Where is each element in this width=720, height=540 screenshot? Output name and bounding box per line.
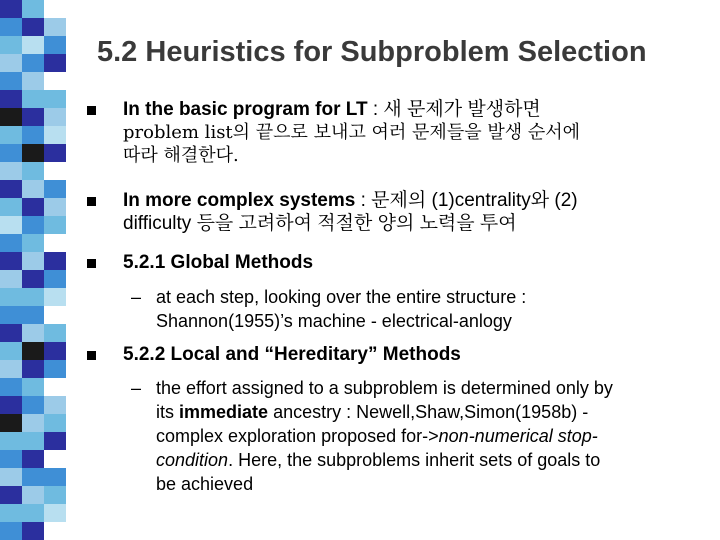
stripe-cell [22, 360, 44, 378]
sub-bullet-text: the effort assigned to a subproblem is determined only by [156, 378, 613, 398]
stripe-cell [0, 252, 22, 270]
section-heading: 5.2.1 Global Methods [123, 252, 314, 273]
stripe-cell [22, 252, 44, 270]
stripe-cell [0, 18, 22, 36]
bullet-text: : 새 문제가 발생하면 [367, 99, 541, 120]
stripe-cell [44, 234, 66, 252]
stripe-cell [22, 198, 44, 216]
stripe-cell [44, 450, 66, 468]
bullet-text: difficulty 등을 고려하여 적절한 양의 노력을 투여 [123, 213, 517, 234]
stripe-cell [44, 198, 66, 216]
stripe-cell [44, 306, 66, 324]
stripe-cell [22, 522, 44, 540]
italic-text: non-numerical stop- [438, 426, 598, 446]
stripe-cell [0, 72, 22, 90]
emphasis-text: immediate [179, 402, 269, 422]
stripe-cell [44, 522, 66, 540]
stripe-cell [0, 378, 22, 396]
stripe-cell [22, 144, 44, 162]
sub-bullet-text: complex exploration proposed for->non-numerical stop- [156, 426, 598, 446]
stripe-column [22, 0, 44, 540]
stripe-cell [22, 342, 44, 360]
bullet-square-icon [87, 197, 96, 206]
stripe-cell [22, 162, 44, 180]
bullet-square-icon [87, 106, 96, 115]
stripe-cell [44, 0, 66, 18]
stripe-cell [44, 414, 66, 432]
stripe-cell [44, 324, 66, 342]
stripe-cell [0, 486, 22, 504]
stripe-cell [44, 18, 66, 36]
stripe-column [0, 0, 22, 540]
stripe-cell [22, 36, 44, 54]
stripe-cell [44, 72, 66, 90]
stripe-cell [0, 198, 22, 216]
stripe-cell [44, 342, 66, 360]
sub-bullet-text: its immediate ancestry : Newell,Shaw,Simon(1958b) - [156, 402, 589, 422]
italic-text: condition [156, 450, 229, 470]
stripe-cell [44, 144, 66, 162]
bullet-text: : 문제의 (1)centrality와 (2) [355, 190, 578, 211]
stripe-cell [44, 432, 66, 450]
stripe-cell [44, 360, 66, 378]
stripe-cell [0, 468, 22, 486]
stripe-cell [44, 108, 66, 126]
stripe-cell [22, 414, 44, 432]
bullet-heading: In the basic program for LT [123, 99, 368, 120]
stripe-cell [44, 468, 66, 486]
stripe-cell [22, 216, 44, 234]
stripe-cell [22, 288, 44, 306]
stripe-cell [44, 378, 66, 396]
sub-bullet-text: condition. Here, the subproblems inherit sets of goals to [156, 450, 601, 470]
stripe-cell [0, 0, 22, 18]
slide-title: 5.2 Heuristics for Subproblem Selection [97, 36, 647, 68]
stripe-cell [0, 450, 22, 468]
stripe-cell [44, 486, 66, 504]
stripe-cell [0, 180, 22, 198]
dash-marker: – [131, 287, 142, 307]
stripe-cell [22, 234, 44, 252]
stripe-cell [22, 90, 44, 108]
stripe-cell [0, 432, 22, 450]
stripe-cell [0, 234, 22, 252]
sub-bullet-text: be achieved [156, 474, 254, 494]
stripe-cell [22, 306, 44, 324]
stripe-cell [22, 72, 44, 90]
stripe-cell [0, 306, 22, 324]
stripe-cell [0, 54, 22, 72]
stripe-cell [44, 162, 66, 180]
stripe-cell [0, 414, 22, 432]
section-heading: 5.2.2 Local and “Hereditary” Methods [123, 344, 461, 365]
stripe-cell [22, 18, 44, 36]
stripe-cell [0, 396, 22, 414]
sub-bullet-text: at each step, looking over the entire structure : [156, 287, 527, 307]
stripe-cell [44, 252, 66, 270]
stripe-cell [22, 486, 44, 504]
stripe-cell [44, 216, 66, 234]
stripe-cell [22, 468, 44, 486]
stripe-cell [22, 378, 44, 396]
stripe-cell [22, 0, 44, 18]
stripe-cell [44, 54, 66, 72]
sub-bullet-text: Shannon(1955)’s machine - electrical-anlogy [156, 311, 512, 331]
stripe-cell [0, 270, 22, 288]
stripe-cell [44, 36, 66, 54]
stripe-cell [44, 90, 66, 108]
stripe-cell [22, 108, 44, 126]
stripe-cell [0, 144, 22, 162]
dash-marker: – [131, 378, 142, 398]
stripe-cell [22, 450, 44, 468]
bullet-square-icon [87, 259, 96, 268]
stripe-cell [0, 522, 22, 540]
stripe-cell [22, 324, 44, 342]
stripe-cell [44, 126, 66, 144]
stripe-cell [0, 324, 22, 342]
stripe-cell [0, 360, 22, 378]
stripe-cell [0, 162, 22, 180]
stripe-cell [22, 54, 44, 72]
stripe-column [44, 0, 66, 540]
stripe-cell [0, 90, 22, 108]
stripe-cell [22, 126, 44, 144]
stripe-cell [44, 396, 66, 414]
stripe-cell [44, 504, 66, 522]
bullet-heading: In more complex systems [123, 190, 356, 211]
stripe-cell [0, 126, 22, 144]
stripe-cell [22, 504, 44, 522]
stripe-cell [22, 432, 44, 450]
stripe-cell [44, 288, 66, 306]
bullet-square-icon [87, 351, 96, 360]
stripe-cell [44, 270, 66, 288]
stripe-cell [0, 36, 22, 54]
stripe-cell [44, 180, 66, 198]
stripe-cell [0, 108, 22, 126]
stripe-cell [0, 216, 22, 234]
stripe-cell [22, 396, 44, 414]
decorative-stripe [0, 0, 66, 540]
bullet-text: problem list의 끝으로 보내고 여러 문제들을 발생 순서에 [123, 122, 580, 143]
stripe-cell [22, 180, 44, 198]
bullet-text: 따라 해결한다. [123, 145, 239, 166]
stripe-cell [0, 504, 22, 522]
stripe-cell [22, 270, 44, 288]
stripe-cell [0, 342, 22, 360]
stripe-cell [0, 288, 22, 306]
